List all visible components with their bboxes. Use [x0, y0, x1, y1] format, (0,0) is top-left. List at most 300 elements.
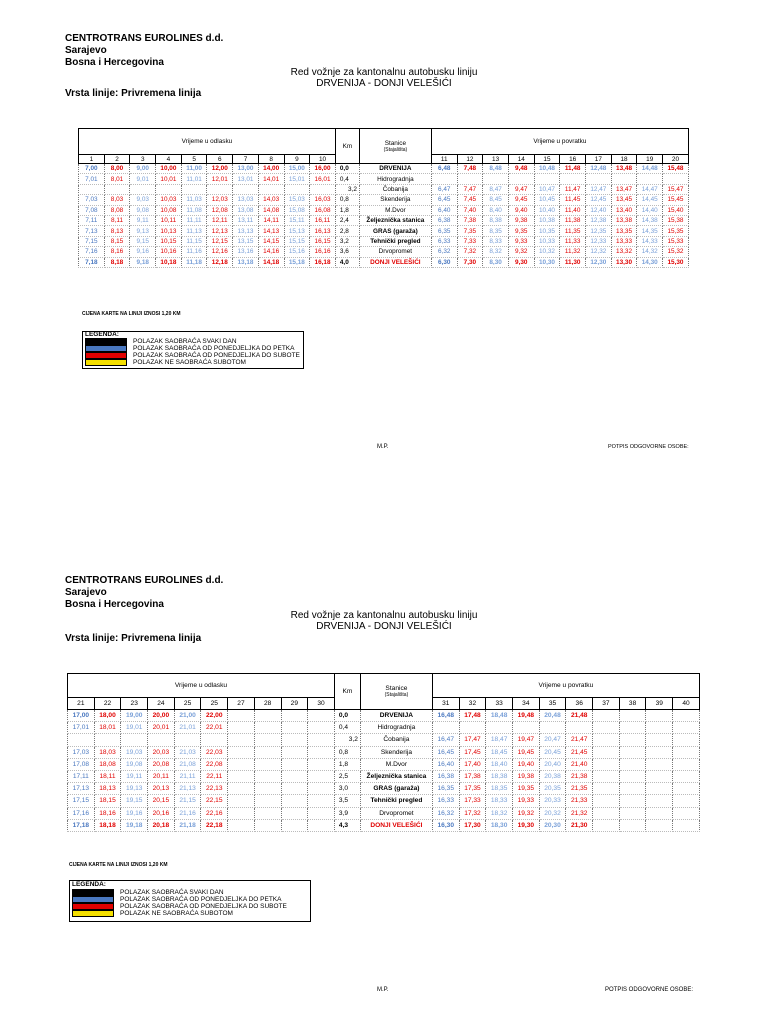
departure-time	[308, 807, 335, 819]
departure-time	[121, 734, 148, 746]
station-name: Drvopromet	[360, 807, 432, 819]
return-number: 31	[432, 698, 459, 710]
table-row	[68, 710, 700, 722]
return-time	[646, 807, 673, 819]
return-number: 20	[663, 155, 689, 164]
return-time: 19,35	[512, 783, 539, 795]
departure-time: 11,15	[181, 236, 207, 246]
departure-time: 12,16	[207, 247, 233, 257]
return-time	[593, 783, 620, 795]
departure-number: 24	[148, 698, 175, 710]
departure-time: 19,00	[121, 710, 148, 722]
departure-time: 12,11	[207, 215, 233, 225]
return-time	[619, 795, 646, 807]
return-time: 7,48	[457, 164, 483, 174]
return-number: 38	[619, 698, 646, 710]
return-time: 21,47	[566, 734, 593, 746]
departure-time: 22,01	[201, 722, 228, 734]
departure-time: 16,08	[310, 205, 336, 215]
return-time: 6,30	[431, 257, 457, 267]
return-time: 14,48	[637, 164, 663, 174]
departure-time: 7,03	[79, 195, 105, 205]
departure-time	[308, 710, 335, 722]
departure-time: 20,00	[148, 710, 175, 722]
departure-number: 21	[68, 698, 95, 710]
departure-time: 16,13	[310, 226, 336, 236]
departure-time: 9,03	[130, 195, 156, 205]
departure-number: 3	[130, 155, 156, 164]
departure-time	[156, 184, 182, 194]
return-time: 16,30	[432, 819, 459, 831]
header-return: Vrijeme u povratku	[431, 129, 688, 155]
return-time: 19,32	[512, 807, 539, 819]
departure-time	[254, 710, 281, 722]
stamp-placeholder: M.P.	[377, 444, 389, 450]
departure-time: 21,13	[174, 783, 201, 795]
km-value: 3,2	[335, 236, 359, 246]
return-time: 12,32	[586, 247, 612, 257]
departure-time: 16,16	[310, 247, 336, 257]
return-time: 16,48	[432, 710, 459, 722]
departure-time: 12,18	[207, 257, 233, 267]
departure-number: 23	[121, 698, 148, 710]
return-time: 6,35	[431, 226, 457, 236]
return-time: 11,48	[560, 164, 586, 174]
departure-time: 14,16	[258, 247, 284, 257]
departure-time: 17,03	[68, 746, 95, 758]
departure-time: 8,08	[104, 205, 130, 215]
departure-time	[254, 722, 281, 734]
departure-time	[104, 184, 130, 194]
departure-time	[308, 734, 335, 746]
return-time	[619, 783, 646, 795]
departure-time: 11,18	[181, 257, 207, 267]
return-time: 19,40	[512, 758, 539, 770]
departure-time	[281, 710, 308, 722]
return-time: 17,38	[459, 770, 486, 782]
return-time: 8,33	[483, 236, 509, 246]
departure-time: 18,18	[94, 819, 121, 831]
departure-time: 16,11	[310, 215, 336, 225]
km-value: 1,8	[335, 205, 359, 215]
departure-time: 14,01	[258, 174, 284, 184]
departure-time: 19,01	[121, 722, 148, 734]
return-time: 16,32	[432, 807, 459, 819]
departure-time: 9,13	[130, 226, 156, 236]
return-time	[512, 722, 539, 734]
departure-time: 22,00	[201, 710, 228, 722]
return-time: 14,40	[637, 205, 663, 215]
return-time: 15,40	[663, 205, 689, 215]
departure-time: 8,18	[104, 257, 130, 267]
station-name: Tehnički pregled	[359, 236, 431, 246]
departure-number: 6	[207, 155, 233, 164]
stamp-placeholder: M.P.	[377, 987, 389, 993]
station-name: M.Dvor	[360, 758, 432, 770]
timetable-table	[67, 673, 700, 832]
departure-time	[281, 783, 308, 795]
departure-time	[308, 746, 335, 758]
return-time: 12,45	[586, 195, 612, 205]
departure-time: 12,08	[207, 205, 233, 215]
departure-time	[284, 184, 310, 194]
km-value: 0,8	[334, 746, 360, 758]
return-time: 14,30	[637, 257, 663, 267]
table-header-row	[79, 129, 689, 155]
return-time: 16,45	[432, 746, 459, 758]
table-row	[68, 722, 700, 734]
departure-time: 12,01	[207, 174, 233, 184]
return-time	[593, 819, 620, 831]
station-name: Drvopromet	[359, 247, 431, 257]
header-departure: Vrijeme u odlasku	[79, 129, 336, 155]
legend-item	[83, 338, 303, 345]
departure-time: 16,00	[310, 164, 336, 174]
signature-label: POTPIS ODGOVORNE OSOBE:	[605, 987, 694, 993]
return-time: 19,45	[512, 746, 539, 758]
return-time	[566, 722, 593, 734]
header-stations-sublabel: (Stajališta)	[383, 146, 408, 153]
departure-time: 8,16	[104, 247, 130, 257]
return-time: 6,38	[431, 215, 457, 225]
departure-time	[254, 758, 281, 770]
return-time: 11,35	[560, 226, 586, 236]
departure-number: 8	[258, 155, 284, 164]
departure-time	[94, 734, 121, 746]
departure-time	[308, 722, 335, 734]
km-value: 3,2	[334, 734, 360, 746]
legend	[69, 880, 311, 922]
departure-time: 15,11	[284, 215, 310, 225]
departure-time: 18,03	[94, 746, 121, 758]
legend-swatch	[72, 903, 114, 910]
legend-swatch	[72, 896, 114, 903]
departure-time	[281, 746, 308, 758]
return-time: 13,48	[611, 164, 637, 174]
return-time	[593, 734, 620, 746]
departure-number: 28	[254, 698, 281, 710]
departure-time: 9,08	[130, 205, 156, 215]
return-time	[646, 710, 673, 722]
table-row	[79, 226, 689, 236]
departure-time: 10,00	[156, 164, 182, 174]
departure-time: 17,01	[68, 722, 95, 734]
return-time: 16,33	[432, 795, 459, 807]
departure-time	[68, 734, 95, 746]
return-time	[646, 819, 673, 831]
company-country: Bosna i Hercegovina	[65, 599, 164, 610]
return-time	[673, 770, 700, 782]
return-time: 19,47	[512, 734, 539, 746]
departure-time: 18,15	[94, 795, 121, 807]
departure-time	[148, 734, 175, 746]
departure-time: 8,15	[104, 236, 130, 246]
departure-time: 12,03	[207, 195, 233, 205]
header-stations-label: Stanice	[385, 685, 408, 692]
legend-label: POLAZAK SAOBRAĆA OD PONEDJELJKA DO SUBOTE	[120, 903, 287, 910]
departure-time: 20,11	[148, 770, 175, 782]
return-time: 18,30	[486, 819, 513, 831]
legend-item	[70, 896, 310, 903]
legend-swatch	[85, 359, 127, 366]
departure-time: 22,13	[201, 783, 228, 795]
departure-number: 2	[104, 155, 130, 164]
legend-item	[70, 903, 310, 910]
return-time	[483, 174, 509, 184]
return-time: 17,40	[459, 758, 486, 770]
return-time: 17,35	[459, 783, 486, 795]
departure-time: 22,16	[201, 807, 228, 819]
legend-swatch	[85, 338, 127, 345]
departure-time: 7,16	[79, 247, 105, 257]
return-time: 18,38	[486, 770, 513, 782]
return-time	[673, 734, 700, 746]
departure-time: 17,11	[68, 770, 95, 782]
return-time: 17,32	[459, 807, 486, 819]
header-stations	[360, 674, 432, 710]
page-title	[0, 67, 768, 89]
legend-label: POLAZAK SAOBRAĆA OD PONEDJELJKA DO PETKA	[133, 345, 295, 352]
departure-time: 10,08	[156, 205, 182, 215]
departure-time: 21,03	[174, 746, 201, 758]
departure-time: 10,03	[156, 195, 182, 205]
departure-number: 4	[156, 155, 182, 164]
return-time: 21,35	[566, 783, 593, 795]
return-time	[646, 795, 673, 807]
return-time	[673, 722, 700, 734]
header-return: Vrijeme u povratku	[432, 674, 699, 698]
return-time: 9,47	[508, 184, 534, 194]
departure-time: 14,08	[258, 205, 284, 215]
departure-number: 25	[174, 698, 201, 710]
departure-time: 9,16	[130, 247, 156, 257]
return-time: 11,45	[560, 195, 586, 205]
return-time: 13,33	[611, 236, 637, 246]
departure-time	[308, 795, 335, 807]
departure-time: 8,00	[104, 164, 130, 174]
departure-time: 9,18	[130, 257, 156, 267]
return-time	[593, 795, 620, 807]
return-time	[459, 722, 486, 734]
departure-time: 15,01	[284, 174, 310, 184]
return-time	[673, 783, 700, 795]
return-time	[646, 783, 673, 795]
return-number: 16	[560, 155, 586, 164]
return-time: 21,38	[566, 770, 593, 782]
return-number: 13	[483, 155, 509, 164]
return-time: 10,45	[534, 195, 560, 205]
return-time: 15,35	[663, 226, 689, 236]
departure-time: 17,16	[68, 807, 95, 819]
return-time: 18,32	[486, 807, 513, 819]
departure-time: 20,18	[148, 819, 175, 831]
return-time: 7,47	[457, 184, 483, 194]
return-time	[673, 746, 700, 758]
return-time	[457, 174, 483, 184]
return-time	[593, 807, 620, 819]
departure-time: 15,15	[284, 236, 310, 246]
return-time: 7,33	[457, 236, 483, 246]
return-time: 15,32	[663, 247, 689, 257]
return-time: 14,35	[637, 226, 663, 236]
departure-time: 9,11	[130, 215, 156, 225]
departure-time: 17,15	[68, 795, 95, 807]
return-time: 8,40	[483, 205, 509, 215]
return-number: 12	[457, 155, 483, 164]
departure-time: 7,13	[79, 226, 105, 236]
table-row	[68, 770, 700, 782]
departure-time: 13,00	[233, 164, 259, 174]
title-line-2: DRVENIJA - DONJI VELEŠIĆI	[316, 78, 452, 89]
departure-time: 20,08	[148, 758, 175, 770]
departure-time	[254, 819, 281, 831]
departure-number: 22	[94, 698, 121, 710]
company-header	[65, 33, 223, 69]
departure-time: 16,15	[310, 236, 336, 246]
return-time: 14,33	[637, 236, 663, 246]
departure-time: 14,15	[258, 236, 284, 246]
table-row	[79, 184, 689, 194]
departure-time: 21,18	[174, 819, 201, 831]
return-time: 13,38	[611, 215, 637, 225]
departure-time: 17,18	[68, 819, 95, 831]
return-time: 13,47	[611, 184, 637, 194]
departure-time	[308, 758, 335, 770]
departure-time	[228, 734, 255, 746]
return-time: 8,45	[483, 195, 509, 205]
table-row	[68, 758, 700, 770]
return-time: 18,47	[486, 734, 513, 746]
company-city: Sarajevo	[65, 45, 107, 56]
company-country: Bosna i Hercegovina	[65, 57, 164, 68]
departure-time	[79, 184, 105, 194]
return-time: 15,48	[663, 164, 689, 174]
departure-time: 14,13	[258, 226, 284, 236]
return-time: 12,48	[586, 164, 612, 174]
return-time: 9,40	[508, 205, 534, 215]
return-time: 12,47	[586, 184, 612, 194]
departure-time: 16,03	[310, 195, 336, 205]
departure-time: 19,13	[121, 783, 148, 795]
station-name: Hidrogradnja	[359, 174, 431, 184]
return-time	[619, 770, 646, 782]
departure-time: 7,11	[79, 215, 105, 225]
return-time: 12,33	[586, 236, 612, 246]
return-time	[646, 734, 673, 746]
return-time: 11,32	[560, 247, 586, 257]
departure-time	[281, 795, 308, 807]
return-time: 12,35	[586, 226, 612, 236]
departure-time	[228, 758, 255, 770]
station-name: Željeznička stanica	[360, 770, 432, 782]
departure-time: 7,00	[79, 164, 105, 174]
return-time: 8,32	[483, 247, 509, 257]
station-name: Skenderija	[359, 195, 431, 205]
departure-time	[207, 184, 233, 194]
return-time: 13,45	[611, 195, 637, 205]
return-time: 15,47	[663, 184, 689, 194]
return-time: 15,38	[663, 215, 689, 225]
departure-time: 16,18	[310, 257, 336, 267]
title-line-2: DRVENIJA - DONJI VELEŠIĆI	[316, 621, 452, 632]
return-time: 10,33	[534, 236, 560, 246]
table-row	[79, 215, 689, 225]
km-value: 3,2	[335, 184, 359, 194]
return-time: 15,33	[663, 236, 689, 246]
return-time	[646, 758, 673, 770]
departure-time: 21,08	[174, 758, 201, 770]
departure-time: 20,15	[148, 795, 175, 807]
station-name: DRVENIJA	[359, 164, 431, 174]
departure-time	[281, 758, 308, 770]
return-time	[619, 722, 646, 734]
departure-time: 13,03	[233, 195, 259, 205]
departure-time	[228, 807, 255, 819]
departure-time: 18,00	[94, 710, 121, 722]
km-value: 1,8	[334, 758, 360, 770]
return-time	[673, 807, 700, 819]
table-row	[68, 734, 700, 746]
return-time	[560, 174, 586, 184]
departure-time	[228, 795, 255, 807]
departure-time: 8,13	[104, 226, 130, 236]
return-number: 36	[566, 698, 593, 710]
departure-time: 15,03	[284, 195, 310, 205]
departure-time: 14,11	[258, 215, 284, 225]
legend-swatch	[85, 352, 127, 359]
departure-time	[254, 770, 281, 782]
return-time: 21,30	[566, 819, 593, 831]
return-time: 14,47	[637, 184, 663, 194]
departure-time: 22,08	[201, 758, 228, 770]
return-time	[593, 722, 620, 734]
return-time: 20,47	[539, 734, 566, 746]
header-stations-label: Stanice	[384, 139, 407, 147]
departure-time: 17,00	[68, 710, 95, 722]
table-row	[79, 236, 689, 246]
departure-time: 11,13	[181, 226, 207, 236]
departure-time: 14,00	[258, 164, 284, 174]
departure-time: 20,03	[148, 746, 175, 758]
return-number: 33	[486, 698, 513, 710]
departure-time	[228, 746, 255, 758]
departure-time	[308, 770, 335, 782]
departure-time	[201, 734, 228, 746]
return-time: 18,45	[486, 746, 513, 758]
departure-time	[228, 819, 255, 831]
table-row	[79, 195, 689, 205]
return-number: 39	[646, 698, 673, 710]
departure-time: 19,15	[121, 795, 148, 807]
departure-time: 10,01	[156, 174, 182, 184]
return-time: 11,38	[560, 215, 586, 225]
return-time: 6,47	[431, 184, 457, 194]
departure-time: 10,15	[156, 236, 182, 246]
station-name: M.Dvor	[359, 205, 431, 215]
departure-time: 21,01	[174, 722, 201, 734]
station-name: Čobanija	[359, 184, 431, 194]
legend-label: POLAZAK SAOBRAĆA SVAKI DAN	[120, 889, 224, 896]
return-time: 9,32	[508, 247, 534, 257]
return-time: 9,30	[508, 257, 534, 267]
km-value: 3,6	[335, 247, 359, 257]
return-time: 13,35	[611, 226, 637, 236]
departure-time: 19,11	[121, 770, 148, 782]
table-row	[79, 205, 689, 215]
departure-time: 18,11	[94, 770, 121, 782]
return-time	[637, 174, 663, 184]
return-time: 12,30	[586, 257, 612, 267]
